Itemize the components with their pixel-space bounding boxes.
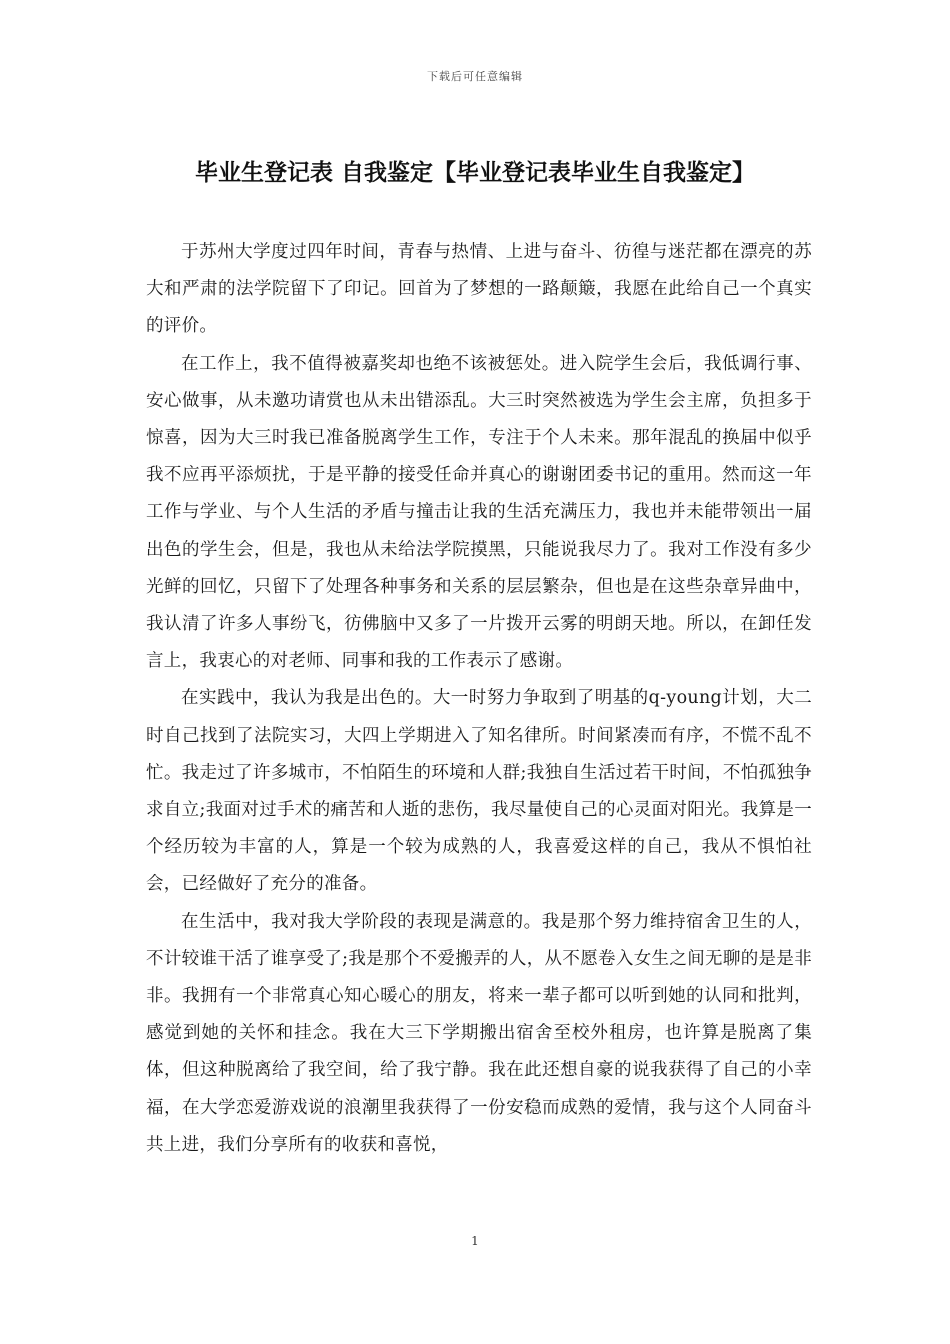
- paragraph-work: 在工作上，我不值得被嘉奖却也绝不该被惩处。进入院学生会后，我低调行事、安心做事，从未邀功请赏也从未出错添乱。大三时突然被选为学生会主席，负担多于惊喜，因为大三时我已准备脱离学生工作，专注于个人未来。那年混乱的换届中似乎我不应再平添烦扰，于是平静的接受任命并真心的谢谢团委书记的重用。然而这一年工作与学业、与个人生活的矛盾与撞击让我的生活充满压力，我也并未能带领出一届出色的学生会，但是，我也从未给法学院摸黑，只能说我尽力了。我对工作没有多少光鲜的回忆，只留下了处理各种事务和关系的层层繁杂，但也是在这些杂章异曲中，我认清了许多人事纷飞，彷佛脑中又多了一片拨开云雾的明朗天地。所以，在卸任发言上，我衷心的对老师、同事和我的工作表示了感谢。: [146, 353, 812, 672]
- page-number: 1: [471, 1234, 479, 1248]
- paragraph-intro: 于苏州大学度过四年时间，青春与热情、上进与奋斗、彷徨与迷茫都在漂亮的苏大和严肃的法学院留下了印记。回首为了梦想的一路颠簸，我愿在此给自己一个真实的评价。: [146, 242, 812, 337]
- header-note: 下载后可任意编辑: [427, 70, 523, 83]
- document-body: [146, 234, 812, 1164]
- document-title: 毕业生登记表 自我鉴定【毕业登记表毕业生自我鉴定】: [194, 160, 755, 186]
- paragraph-life: 在生活中，我对我大学阶段的表现是满意的。我是那个努力维持宿舍卫生的人，不计较谁干活了谁享受了;我是那个不爱搬弄的人，从不愿卷入女生之间无聊的是是非非。我拥有一个非常真心知心暖心的朋友，将来一辈子都可以听到她的认同和批判，感觉到她的关怀和挂念。我在大三下学期搬出宿舍至校外租房，也许算是脱离了集体，但这种脱离给了我空间，给了我宁静。我在此还想自豪的说我获得了自己的小幸福，在大学恋爱游戏说的浪潮里我获得了一份安稳而成熟的爱情，我与这个人同奋斗共上进，我们分享所有的收获和喜悦，: [146, 911, 812, 1155]
- paragraph-practice: 在实践中，我认为我是出色的。大一时努力争取到了明基的q-young计划，大二时自己找到了法院实习，大四上学期进入了知名律所。时间紧凑而有序，不慌不乱不忙。我走过了许多城市，不怕陌生的环境和人群;我独自生活过若干时间，不怕孤独争求自立;我面对过手术的痛苦和人逝的悲伤，我尽量使自己的心灵面对阳光。我算是一个经历较为丰富的人，算是一个较为成熟的人，我喜爱这样的自己，我从不惧怕社会，已经做好了充分的准备。: [146, 688, 812, 895]
